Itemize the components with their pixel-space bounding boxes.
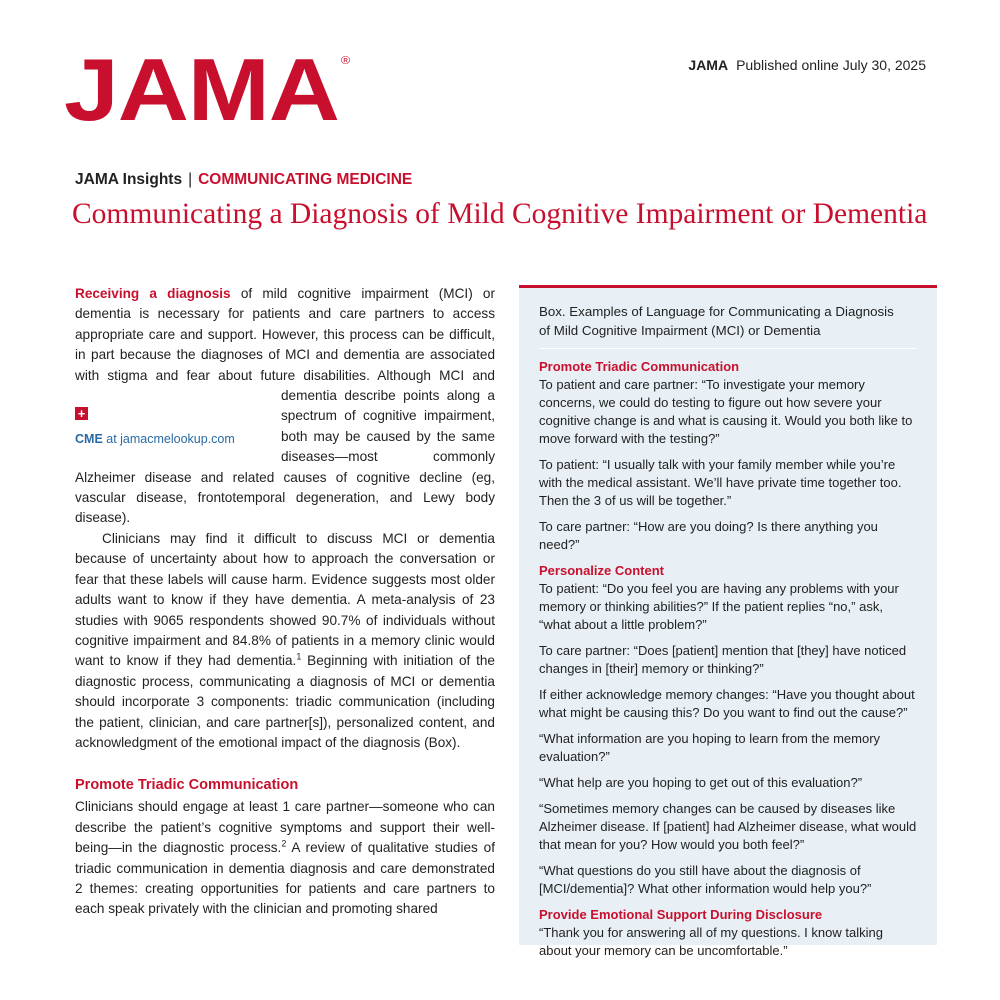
paragraph-intro-text: of mild cognitive impairment (MCI) or dementia is necessary for patients and care partners to access appropriate care and support. However, this process can be difficult, in part because the diagnoses of MCI and dementia are associated with stigma and fear about future disabilities. Although MCI and — [75, 286, 495, 383]
reference-1[interactable]: 1 — [296, 651, 302, 662]
reference-2[interactable]: 2 — [281, 838, 287, 849]
article-title: Communicating a Diagnosis of Mild Cognitive Impairment or Dementia — [72, 198, 928, 230]
cme-plus-icon: + — [75, 407, 88, 420]
kicker-separator: | — [188, 171, 193, 188]
jama-logo — [64, 40, 350, 139]
paragraph-triadic-text-a: Clinicians should engage at least 1 care partner—someone who can describe the patient’s cognitive symptoms and support their well-being—in the diagnostic process. — [75, 799, 495, 856]
box-title-line-2: of Mild Cognitive Impairment (MCI) or Dementia — [539, 323, 821, 338]
box-statement: To patient: “I usually talk with your family member while you’re with the medical assistant. We’ll have private time together too. Then the 3 of us will be together.” — [539, 457, 902, 508]
language-examples-box — [519, 285, 937, 958]
box-statement: If either acknowledge memory changes: “Have you thought about what might be causing this? Do you want to find out the cause?” — [539, 687, 915, 720]
paragraph-intro-text-continued: dementia describe points along a spectrum of cognitive impairment, both may be caused by the same diseases—most commonly Alzheimer disease and related causes of cognitive decline (eg, vascular disease, frontotemporal degeneration, and Lewy body disease). — [75, 388, 495, 526]
cme-url[interactable]: jamacmelookup.com — [120, 432, 235, 447]
publication-info — [688, 57, 926, 73]
paragraph-intro — [75, 284, 495, 529]
cme-at: at — [102, 432, 121, 447]
cme-text[interactable] — [75, 429, 235, 449]
box-heading-emotional: Provide Emotional Support During Disclosure — [539, 907, 823, 922]
box-title-line-1: Box. Examples of Language for Communicating a Diagnosis — [539, 304, 894, 319]
series-name: JAMA Insights — [75, 171, 183, 188]
box-statement: “What information are you hoping to learn from the memory evaluation?” — [539, 731, 881, 764]
body-column — [75, 284, 495, 920]
registered-mark: ® — [341, 55, 350, 67]
section-heading-triadic: Promote Triadic Communication — [75, 777, 299, 794]
box-statement: “Sometimes memory changes can be caused by diseases like Alzheimer disease. If [patient] had Alzheimer disease, what would that mean for you? How would you both feel?” — [539, 801, 917, 852]
cme-label: CME — [75, 432, 103, 447]
box-statement: “What help are you hoping to get out of this evaluation?” — [539, 775, 863, 790]
paragraph-evidence-text-b: Beginning with initiation of the diagnostic process, communicating a diagnosis of MCI or dementia should incorporate 3 components: triadic communication (including the patient, clinician, and care partner[s]), personalized content, and acknowledgment of the emotional impact of the diagnosis (Box). — [75, 653, 495, 750]
section-name: COMMUNICATING MEDICINE — [198, 171, 413, 188]
paragraph-triadic-text-b: A review of qualitative studies of triadic communication in dementia diagnosis and care demonstrated 2 themes: creating opportunities for patients and care partners to each speak privately with the clinician and promoting shared — [75, 840, 496, 917]
box-title — [539, 302, 917, 349]
article-kicker — [75, 171, 412, 189]
box-statement: “What questions do you still have about the diagnosis of [MCI/dementia]? What other information would help you?” — [539, 863, 872, 896]
paragraph-evidence-text-a: Clinicians may find it difficult to discuss MCI or dementia because of uncertainty about how to approach the conversation or fear that these labels will cause harm. Evidence suggests most older adults want to know if they have dementia. A meta-analysis of 23 studies with 9065 respondents showed 90.7% of individuals without cognitive impairment and 84.8% of patients in a memory clinic would want to know if they had dementia. — [75, 530, 495, 669]
cme-callout[interactable] — [75, 399, 281, 467]
box-heading-triadic: Promote Triadic Communication — [539, 359, 740, 374]
box-statement: To care partner: “Does [patient] mention that [they] have noticed changes in [their] memory or thinking?” — [539, 643, 907, 676]
box-statement: To patient and care partner: “To investigate your memory concerns, we could do testing to figure out how severe your cognitive change is and what is causing it. Would you both like to move forward with the testing?” — [539, 377, 913, 446]
paragraph-triadic — [75, 797, 495, 919]
published-date: Published online July 30, 2025 — [736, 57, 926, 73]
box-statement: To care partner: “How are you doing? Is there anything you need?” — [539, 519, 878, 552]
box-heading-personalize: Personalize Content — [539, 563, 664, 578]
paragraph-evidence — [75, 529, 495, 753]
journal-name: JAMA — [688, 57, 729, 73]
box-statement: To patient: “Do you feel you are having any problems with your memory or thinking abilities?” If the patient replies “no,” ask, “what about a little problem?” — [539, 581, 899, 632]
logo-text: JAMA — [64, 40, 339, 139]
lead-in: Receiving a diagnosis — [75, 286, 231, 301]
box-statement: “Thank you for answering all of my questions. I know talking about your memory can be uncomfortable.” — [539, 925, 883, 958]
